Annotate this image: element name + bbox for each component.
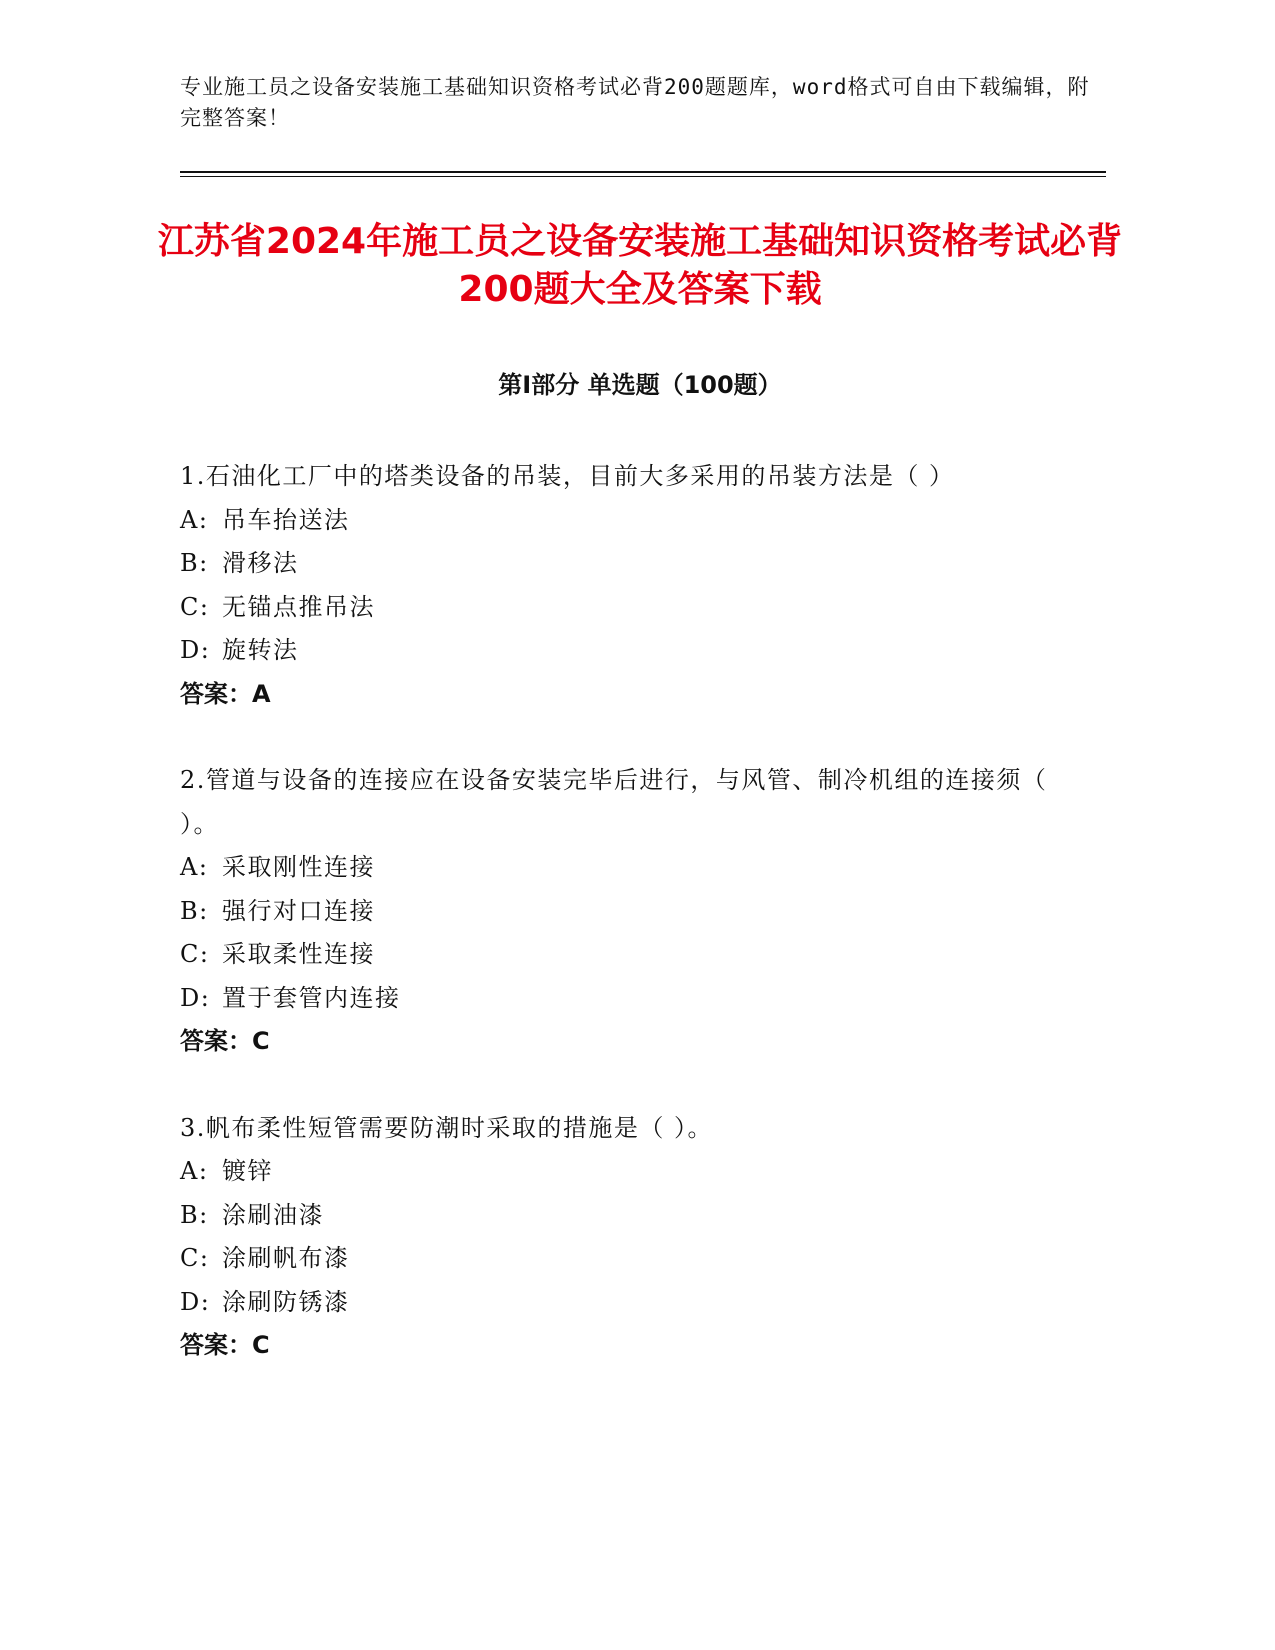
option-b [180, 542, 1080, 586]
answer-line [180, 673, 1080, 717]
option-b [180, 1194, 1080, 1238]
option-letter: C: [180, 592, 210, 621]
answer-value: A [252, 679, 271, 708]
option-letter: A: [180, 1157, 209, 1185]
option-text: 置于套管内连接 [222, 983, 401, 1012]
option-text: 无锚点推吊法 [222, 592, 375, 621]
option-text: 涂刷油漆 [222, 1200, 324, 1229]
option-text: 涂刷帆布漆 [222, 1244, 350, 1272]
section-title: 第Ⅰ部分 单选题（100题） [498, 371, 782, 399]
answer-line [180, 1020, 1080, 1064]
answer-label: 答案： [180, 679, 252, 708]
option-c [180, 1237, 1080, 1281]
question-1 [180, 455, 1080, 716]
option-c [180, 933, 1080, 977]
option-letter: D: [180, 636, 211, 664]
option-letter: C: [180, 940, 210, 968]
header-rule-thick [180, 171, 1106, 173]
option-c [180, 586, 1080, 630]
option-text: 采取柔性连接 [222, 940, 375, 968]
question-2 [180, 759, 1080, 1064]
question-list [180, 455, 1080, 1411]
option-letter: C: [180, 1244, 210, 1272]
option-a [180, 846, 1080, 890]
option-a [180, 499, 1080, 543]
option-text: 涂刷防锈漆 [222, 1287, 350, 1316]
answer-label: 答案： [180, 1027, 252, 1055]
answer-line [180, 1324, 1080, 1368]
answer-value: C [252, 1331, 270, 1359]
question-stem: 2.管道与设备的连接应在设备安装完毕后进行，与风管、制冷机组的连接须（ ）。 [180, 766, 1048, 838]
option-d [180, 977, 1080, 1021]
option-letter: B: [180, 1200, 209, 1229]
option-letter: A: [180, 853, 209, 881]
option-a [180, 1150, 1080, 1194]
option-b [180, 890, 1080, 934]
option-letter: D: [180, 1287, 211, 1316]
option-text: 采取刚性连接 [222, 853, 375, 881]
header-rule-thin [180, 176, 1106, 177]
option-letter: D: [180, 983, 211, 1012]
option-text: 吊车抬送法 [222, 505, 350, 534]
option-text: 强行对口连接 [222, 896, 375, 925]
option-text: 滑移法 [222, 549, 299, 577]
header-note: 专业施工员之设备安装施工基础知识资格考试必背200题题库，word格式可自由下载编辑，附完整答案！ [180, 75, 1090, 130]
option-text: 镀锌 [222, 1157, 273, 1185]
option-d [180, 1281, 1080, 1325]
question-stem: 3.帆布柔性短管需要防潮时采取的措施是（ ）。 [180, 1113, 714, 1142]
option-text: 旋转法 [222, 636, 299, 664]
question-3 [180, 1107, 1080, 1368]
option-letter: B: [180, 549, 209, 577]
document-title: 江苏省2024年施工员之设备安装施工基础知识资格考试必背200题大全及答案下载 [157, 221, 1123, 310]
option-letter: B: [180, 896, 209, 925]
option-letter: A: [180, 505, 209, 534]
question-stem: 1.石油化工厂中的塔类设备的吊装，目前大多采用的吊装方法是（ ） [180, 462, 955, 490]
option-d [180, 629, 1080, 673]
answer-value: C [252, 1027, 270, 1055]
answer-label: 答案： [180, 1331, 252, 1359]
